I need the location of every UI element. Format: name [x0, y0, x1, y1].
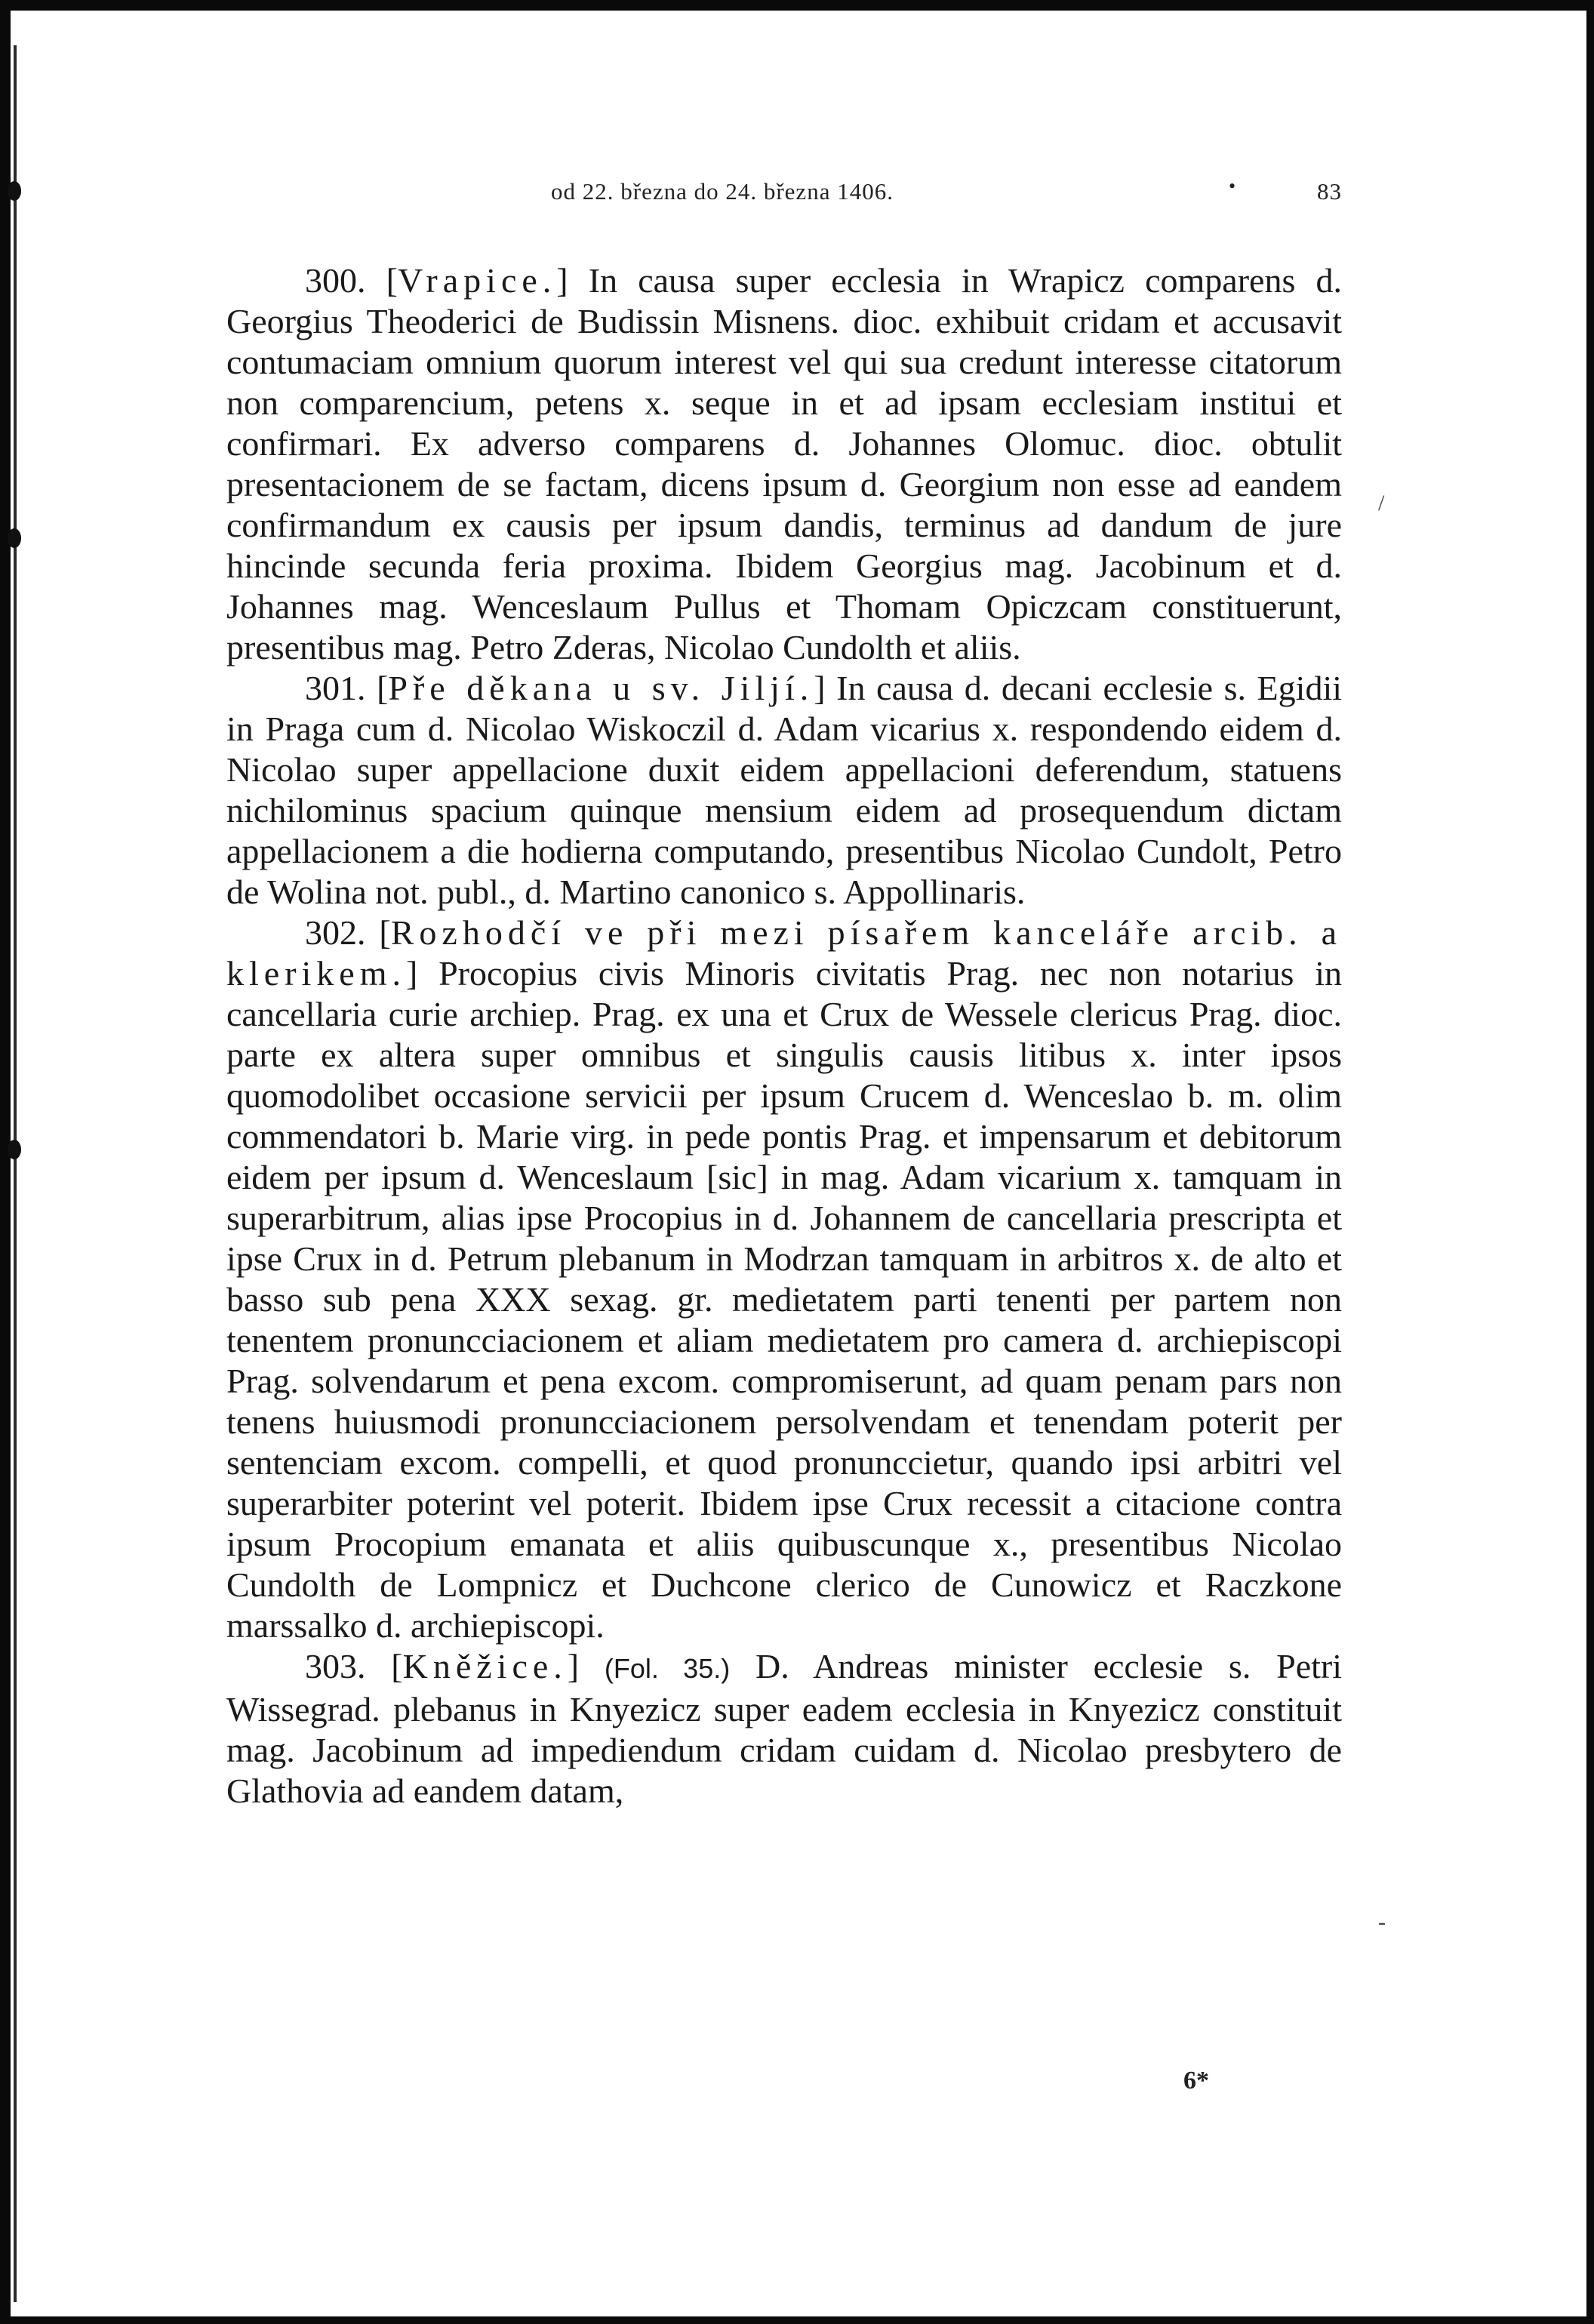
running-head-title: od 22. března do 24. března 1406.: [551, 178, 894, 205]
entry-text: Procopius civis Minoris civitatis Prag. nec non notarius in cancellaria curie archiep. Prag. ex una et Crux de Wessele clericus Prag. dioc. parte ex altera super omnibus et singulis causis litibus x. inter ipsos quomodolibet occasione servicii per ipsum Crucem d. Wenceslao b. m. olim commendatori b. Marie virg. in pede pontis Prag. et impensarum et debitorum eidem per ipsum d. Wenceslaum [sic] in mag. Adam vicarium x. tamquam in superarbitrum, alias ipse Procopius in d. Johannem de cancellaria prescripta et ipse Crux in d. Petrum plebanum in Modrzan tamquam in arbitros x. de alto et basso sub pena XXX sexag. gr. medietatem parti tenenti per partem non tenentem pronuncciacionem et aliam medietatem pro camera d. archiepiscopi Prag. solvendarum et pena excom. compromiserunt, ad quam penam pars non tenens huiusmodi pronuncciacionem persolvendam et tenendam poterit per sentenciam excom. compelli, et quod pronunccietur, quando ipsi arbitri vel superarbiter poterint vel poterit. Ibidem ipse Crux recessit a citacione contra ipsum Procopium emanata et aliis quibuscunque x., presentibus Nicolao Cundolth de Lompnicz et Duchcone clerico de Cunowicz et Raczkone marssalko d. archiepiscopi.: [226, 954, 1343, 1645]
document-body: [226, 260, 1342, 1811]
printer-signature: 6*: [1183, 2067, 1209, 2095]
entry-303: 303. [Kněžice.] (Fol. 35.) D. Andreas minister ecclesie s. Petri Wissegrad. plebanus in Knyezicz super eadem ecclesia in Knyezicz constituit mag. Jacobinum ad impediendum cridam cuidam d. Nicolao presbytero de Glathovia ad eandem datam,: [226, 1647, 1342, 1810]
page-number: 83: [1317, 178, 1342, 205]
binding-hole-mark: [8, 181, 21, 201]
entry-heading: Rozhodčí ve při mezi písařem kanceláře arcib. a klerikem.: [226, 913, 1342, 993]
entry-301: 301. [Pře děkana u sv. Jiljí.] In causa d. decani ecclesie s. Egidii in Praga cum d. Nicolao Wiskoczil d. Adam vicarius x. respondendo eidem d. Nicolao super appellacione duxit eidem appellacioni deferendum, statuens nichilominus spacium quinque mensium eidem ad prosequendum dictam appellacionem a die hodierna computando, presentibus Nicolao Cundolt, Petro de Wolina not. publ., d. Martino canonico s. Appollinaris.: [226, 669, 1342, 911]
entry-number: 301.: [305, 669, 366, 707]
entry-number: 303.: [305, 1647, 366, 1685]
margin-mark: -: [1378, 1910, 1386, 1935]
scan-edge-left: [0, 0, 11, 2324]
binding-spine: [14, 45, 17, 2302]
entry-text: D. Andreas minister ecclesie s. Petri Wissegrad. plebanus in Knyezicz super eadem ecclesia in Knyezicz constituit mag. Jacobinum ad impediendum cridam cuidam d. Nicolao presbytero de Glathovia ad eandem datam,: [226, 1647, 1342, 1810]
running-head-dot: •: [1229, 175, 1237, 197]
entry-300: 300. [Vrapice.] In causa super ecclesia in Wrapicz comparens d. Georgius Theoderici de Budissin Misnens. dioc. exhibuit cridam et accusavit contumaciam omnium quorum interest vel qui sua credunt interesse citatorum non comparencium, petens x. seque in et ad ipsam ecclesiam institui et confirmari. Ex adverso comparens d. Johannes Olomuc. dioc. obtulit presentacionem de se factam, dicens ipsum d. Georgium non esse ad eandem confirmandum ex causis per ipsum dandis, terminus ad dandum de jure hincinde secunda feria proxima. Ibidem Georgius mag. Jacobinum et d. Johannes mag. Wenceslaum Pullus et Thomam Opiczcam constituerunt, presentibus mag. Petro Zderas, Nicolao Cundolth et aliis.: [226, 261, 1343, 666]
binding-hole-mark: [8, 1140, 21, 1159]
entry-text: In causa super ecclesia in Wrapicz comparens d. Georgius Theoderici de Budissin Misnens. dioc. exhibuit cridam et accusavit contumaciam omnium quorum interest vel qui sua credunt interesse citatorum non comparencium, petens x. seque in et ad ipsam ecclesiam institui et confirmari. Ex adverso comparens d. Johannes Olomuc. dioc. obtulit presentacionem de se factam, dicens ipsum d. Georgium non esse ad eandem confirmandum ex causis per ipsum dandis, terminus ad dandum de jure hincinde secunda feria proxima. Ibidem Georgius mag. Jacobinum et d. Johannes mag. Wenceslaum Pullus et Thomam Opiczcam constituerunt, presentibus mag. Petro Zderas, Nicolao Cundolth et aliis.: [226, 261, 1343, 666]
folio-reference: (Fol. 35.): [604, 1653, 731, 1684]
entry-number: 302.: [305, 913, 366, 952]
running-head: [226, 175, 1342, 208]
binding-hole-mark: [8, 528, 21, 548]
entry-heading: Pře děkana u sv. Jiljí.: [388, 669, 814, 707]
entry-text: In causa d. decani ecclesie s. Egidii in Praga cum d. Nicolao Wiskoczil d. Adam vicarius x. respondendo eidem d. Nicolao super appellacione duxit eidem appellacioni deferendum, statuens nichilominus spacium quinque mensium eidem ad prosequendum dictam appellacionem a die hodierna computando, presentibus Nicolao Cundolt, Petro de Wolina not. publ., d. Martino canonico s. Appollinaris.: [226, 669, 1342, 911]
entry-heading: Kněžice.: [402, 1647, 568, 1685]
entry-number: 300.: [305, 261, 366, 300]
margin-mark: /: [1378, 491, 1385, 516]
scan-edge-bottom: [0, 2316, 1594, 2324]
entry-heading: Vrapice.: [397, 261, 557, 300]
entry-302: 302. [Rozhodčí ve při mezi písařem kanceláře arcib. a klerikem.] Procopius civis Minoris civitatis Prag. nec non notarius in cancellaria curie archiep. Prag. ex una et Crux de Wessele clericus Prag. dioc. parte ex altera super omnibus et singulis causis litibus x. inter ipsos quomodolibet occasione servicii per ipsum Crucem d. Wenceslao b. m. olim commendatori b. Marie virg. in pede pontis Prag. et impensarum et debitorum eidem per ipsum d. Wenceslaum [sic] in mag. Adam vicarium x. tamquam in superarbitrum, alias ipse Procopius in d. Johannem de cancellaria prescripta et ipse Crux in d. Petrum plebanum in Modrzan tamquam in arbitros x. de alto et basso sub pena XXX sexag. gr. medietatem parti tenenti per partem non tenentem pronuncciacionem et aliam medietatem pro camera d. archiepiscopi Prag. solvendarum et pena excom. compromiserunt, ad quam penam pars non tenens huiusmodi pronuncciacionem persolvendam et tenendam poterit per sentenciam excom. compelli, et quod pronunccietur, quando ipsi arbitri vel superarbiter poterint vel poterit. Ibidem ipse Crux recessit a citacione contra ipsum Procopium emanata et aliis quibuscunque x., presentibus Nicolao Cundolth de Lompnicz et Duchcone clerico de Cunowicz et Raczkone marssalko d. archiepiscopi.: [226, 913, 1343, 1645]
scan-edge-right: [1586, 0, 1594, 2324]
scan-edge-top: [0, 0, 1594, 11]
